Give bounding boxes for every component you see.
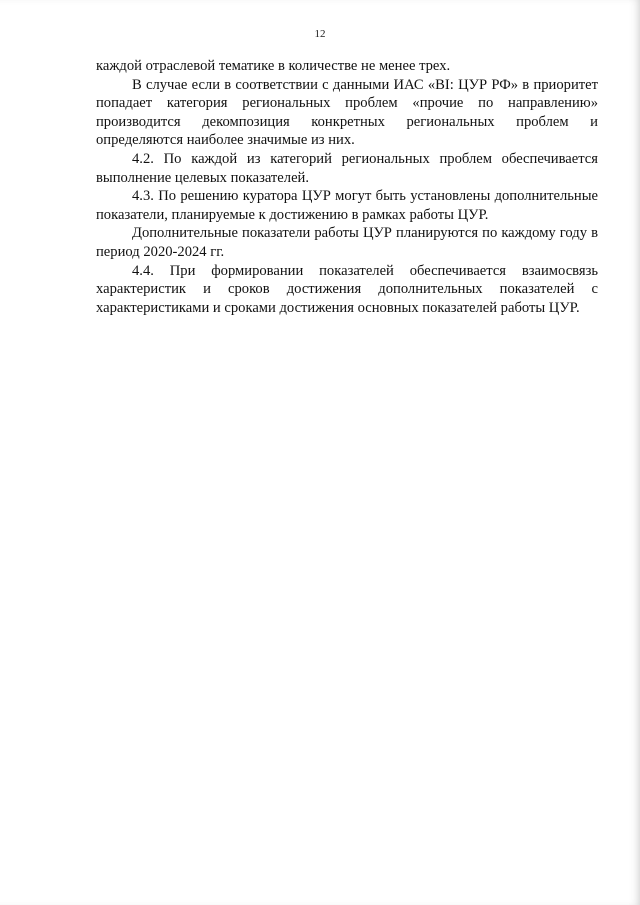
paragraph-4-3: 4.3. По решению куратора ЦУР могут быть установлены дополнительные показатели, планируемые к достижению в рамках работы ЦУР. xyxy=(96,188,598,223)
paragraph-additional-indicators: Дополнительные показатели работы ЦУР планируются по каждому году в период 2020-2024 гг. xyxy=(96,225,598,260)
paragraph-4-4: 4.4. При формировании показателей обеспечивается взаимосвязь характеристик и сроков достижения дополнительных показателей с характеристиками и сроками достижения основных показателей работы ЦУР. xyxy=(96,262,598,316)
paragraph-continuation: каждой отраслевой тематике в количестве не менее трех. xyxy=(96,58,451,74)
paragraph-4-2: 4.2. По каждой из категорий региональных проблем обеспечивается выполнение целевых показателей. xyxy=(96,150,598,186)
document-body xyxy=(96,57,598,317)
paragraph-ias-priority: В случае если в соответствии с данными ИАС «BI: ЦУР РФ» в приоритет попадает категория региональных проблем «прочие по направлению» производится декомпозиция конкретных региональных проблем и определяются наиболее значимые из них. xyxy=(96,76,598,149)
page-number: 12 xyxy=(314,28,326,40)
